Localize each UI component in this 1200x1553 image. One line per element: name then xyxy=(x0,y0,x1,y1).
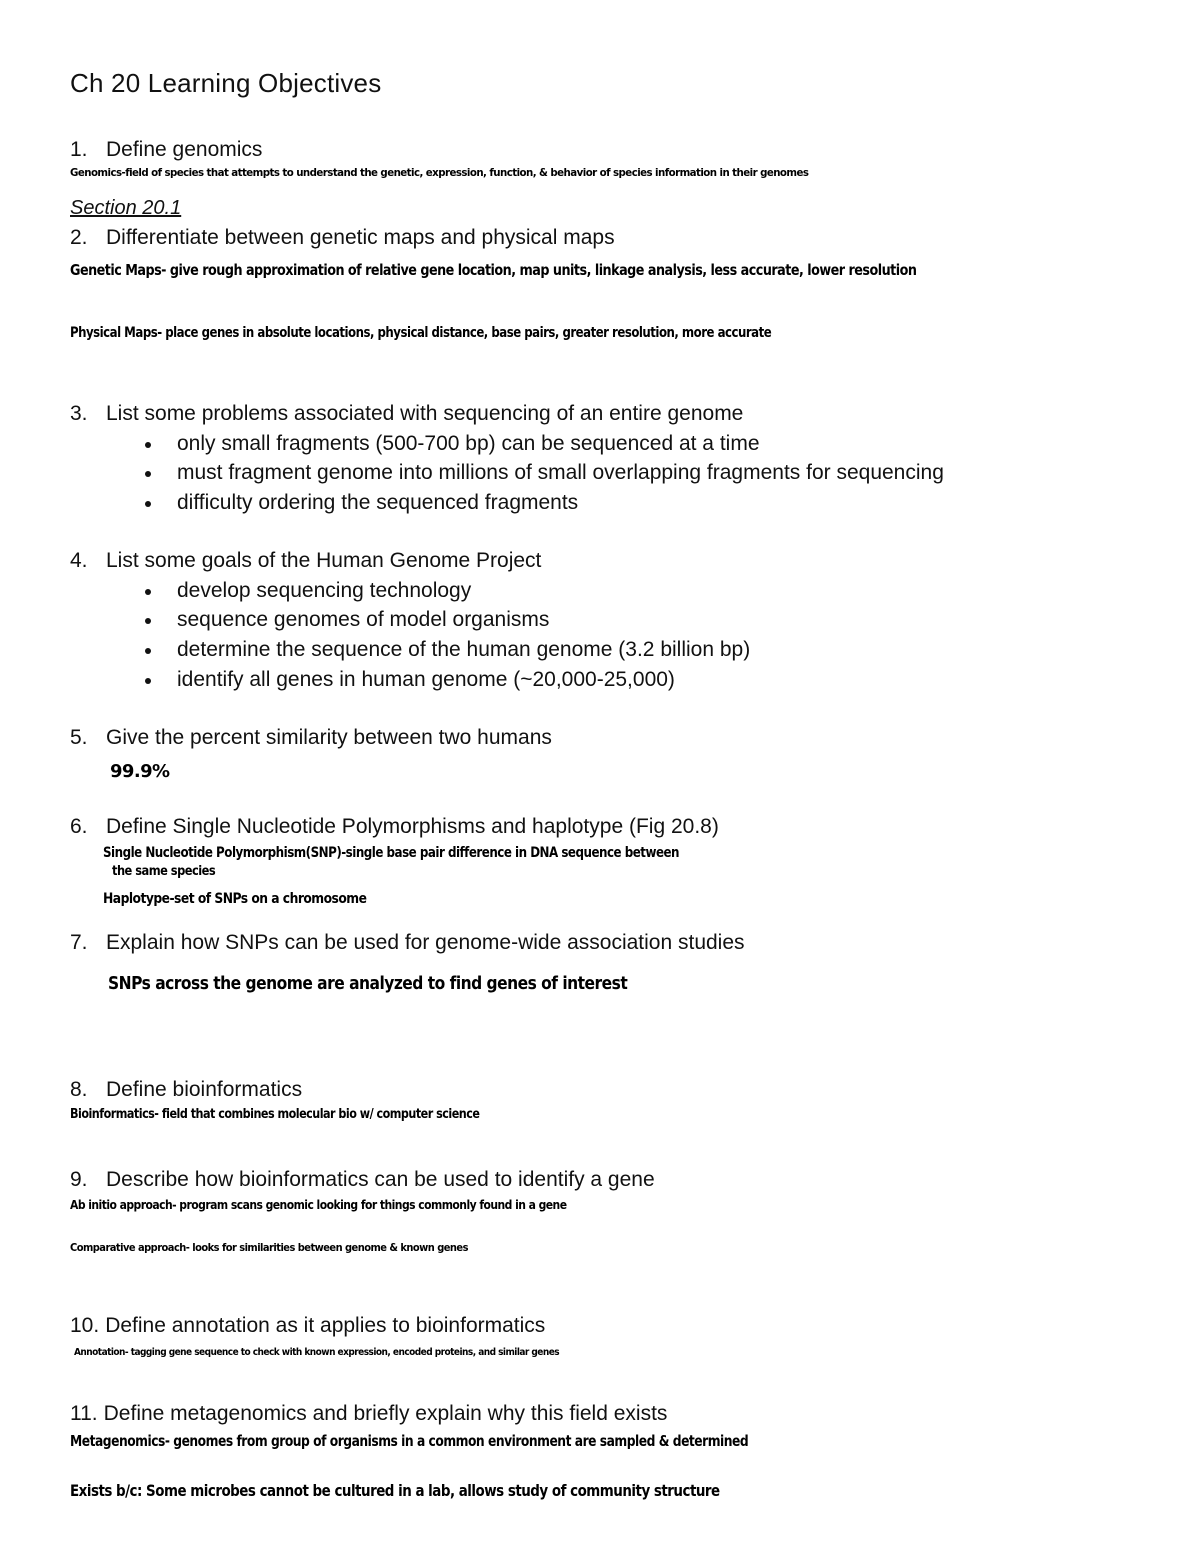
handwritten-answer-9b: Comparative approach- looks for similarities between genome & known genes xyxy=(70,1241,468,1254)
question-text: List some goals of the Human Genome Project xyxy=(106,549,542,572)
question-3 xyxy=(70,402,743,426)
question-5 xyxy=(70,726,552,750)
question-2 xyxy=(70,226,615,250)
handwritten-answer-8: Bioinformatics- field that combines molecular bio w/ computer science xyxy=(70,1107,480,1122)
question-number: 6. xyxy=(70,815,88,838)
question-10 xyxy=(70,1314,545,1338)
question-number: 2. xyxy=(70,226,88,249)
question-number: 4. xyxy=(70,549,88,572)
handwritten-answer-11b: Exists b/c: Some microbes cannot be cultured in a lab, allows study of community structure xyxy=(70,1481,720,1500)
handwritten-answer-2b: Physical Maps- place genes in absolute locations, physical distance, base pairs, greater resolution, more accurate xyxy=(70,325,772,341)
question-text: Give the percent similarity between two humans xyxy=(106,726,552,749)
section-heading: Section 20.1 xyxy=(70,197,182,219)
bullet-item: difficulty ordering the sequenced fragments xyxy=(177,491,579,514)
question-9 xyxy=(70,1168,655,1192)
question-number: 11. xyxy=(70,1402,98,1425)
question-number: 8. xyxy=(70,1078,88,1101)
question-number: 1. xyxy=(70,138,88,161)
question-number: 7. xyxy=(70,931,88,954)
handwritten-answer-6c: Haplotype-set of SNPs on a chromosome xyxy=(103,891,367,907)
handwritten-answer-9a: Ab initio approach- program scans genomic looking for things commonly found in a gene xyxy=(70,1198,567,1212)
question-text: Differentiate between genetic maps and physical maps xyxy=(106,226,615,249)
question-text: Define Single Nucleotide Polymorphisms and haplotype (Fig 20.8) xyxy=(106,815,719,838)
question-11 xyxy=(70,1402,667,1426)
bullet-item: only small fragments (500-700 bp) can be sequenced at a time xyxy=(177,432,760,455)
question-8 xyxy=(70,1078,302,1102)
question-6 xyxy=(70,815,719,839)
handwritten-answer-2a: Genetic Maps- give rough approximation of relative gene location, map units, linkage analysis, less accurate, lower resolution xyxy=(70,261,917,279)
handwritten-answer-11a: Metagenomics- genomes from group of organisms in a common environment are sampled & determined xyxy=(70,1432,749,1450)
handwritten-answer-5: 99.9% xyxy=(110,761,170,782)
question-7 xyxy=(70,931,745,955)
handwritten-answer-6b: the same species xyxy=(112,864,216,879)
handwritten-answer-6a: Single Nucleotide Polymorphism(SNP)-single base pair difference in DNA sequence between xyxy=(103,845,680,861)
question-number: 3. xyxy=(70,402,88,425)
bullet-item: sequence genomes of model organisms xyxy=(177,608,550,631)
handwritten-answer-10: Annotation- tagging gene sequence to check with known expression, encoded proteins, and similar genes xyxy=(74,1347,560,1358)
page-title: Ch 20 Learning Objectives xyxy=(70,68,382,98)
question-number: 9. xyxy=(70,1168,88,1191)
bullet-item: determine the sequence of the human genome (3.2 billion bp) xyxy=(177,638,751,661)
question-text: Define metagenomics and briefly explain why this field exists xyxy=(103,1402,668,1425)
question-number: 10. xyxy=(70,1314,100,1337)
bullet-item: identify all genes in human genome (~20,000-25,000) xyxy=(177,668,675,691)
question-text: List some problems associated with sequencing of an entire genome xyxy=(106,402,744,425)
handwritten-answer-7: SNPs across the genome are analyzed to find genes of interest xyxy=(108,973,628,994)
question-text: Describe how bioinformatics can be used to identify a gene xyxy=(106,1168,655,1191)
question-number: 5. xyxy=(70,726,88,749)
question-1 xyxy=(70,138,262,162)
question-text: Define bioinformatics xyxy=(106,1078,303,1101)
question-text: Define annotation as it applies to bioinformatics xyxy=(105,1314,546,1337)
bullet-item: develop sequencing technology xyxy=(177,579,472,602)
question-text: Explain how SNPs can be used for genome-wide association studies xyxy=(106,931,745,954)
bullet-item: must fragment genome into millions of small overlapping fragments for sequencing xyxy=(177,461,944,484)
handwritten-answer-1: Genomics-field of species that attempts to understand the genetic, expression, function, & behavior of species information in their genomes xyxy=(70,166,809,179)
question-4 xyxy=(70,549,541,573)
question-text: Define genomics xyxy=(106,138,263,161)
